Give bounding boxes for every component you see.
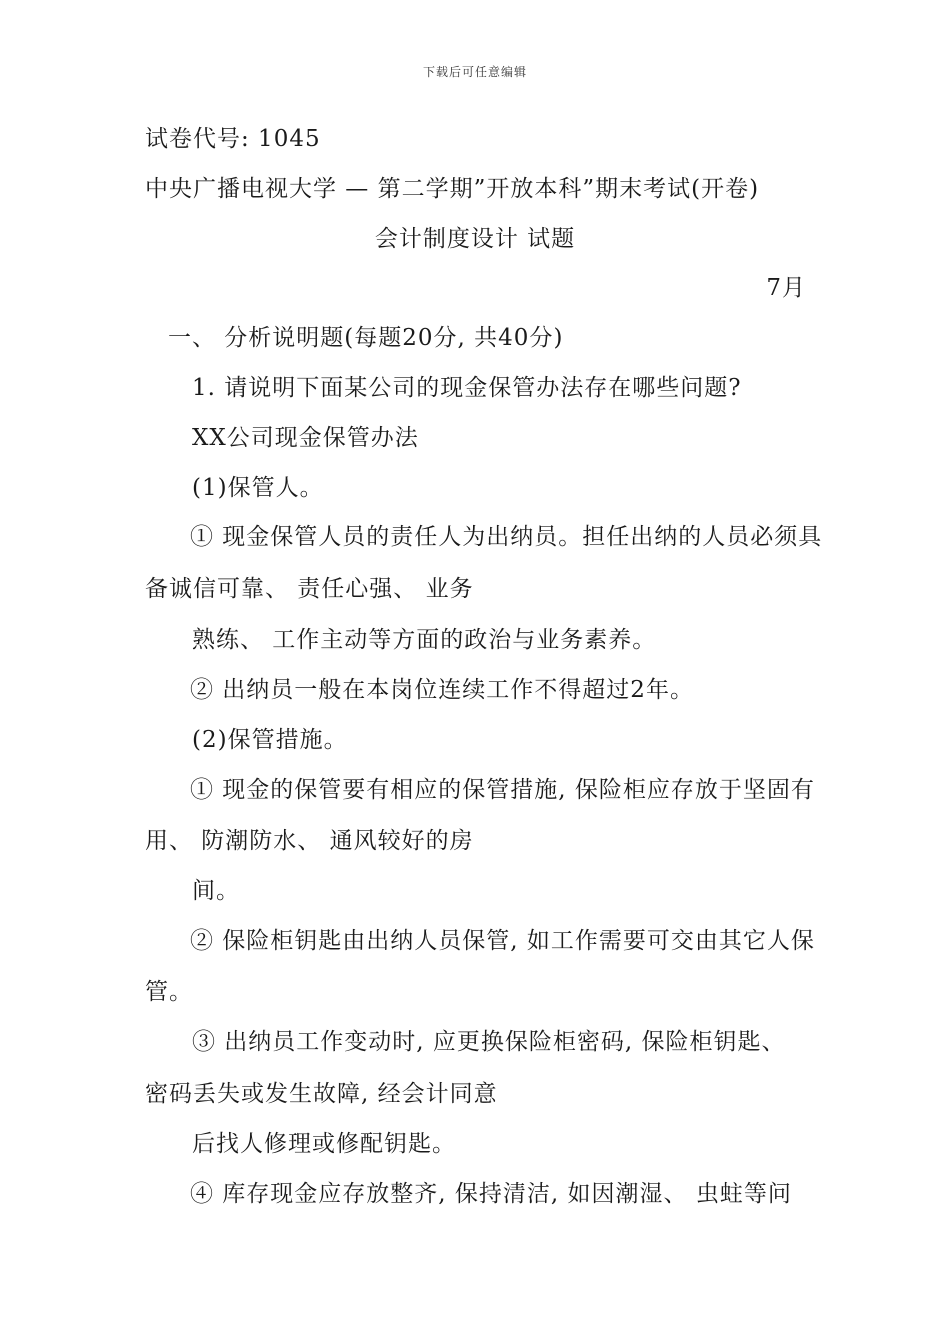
paragraph-1-1-line-3: 熟练、 工作主动等方面的政治与业务素养。: [192, 627, 657, 653]
paragraph-2-1-line-2: 用、 防潮防水、 通风较好的房: [145, 828, 474, 854]
document-title: XX公司现金保管办法: [192, 425, 419, 451]
paragraph-2-2-line-2: 管。: [145, 979, 193, 1005]
question-1: 1. 请说明下面某公司的现金保管办法存在哪些问题?: [192, 375, 742, 401]
paragraph-2-3-line-1: ③ 出纳员工作变动时, 应更换保险柜密码, 保险柜钥匙、: [192, 1029, 786, 1055]
header-note: 下载后可任意编辑: [422, 65, 527, 79]
paragraph-1-1-line-1: ① 现金保管人员的责任人为出纳员。担任出纳的人员必须具: [190, 524, 823, 550]
part-1-heading: (1)保管人。: [192, 475, 324, 501]
part-2-heading: (2)保管措施。: [192, 727, 348, 753]
paragraph-2-1-line-1: ① 现金的保管要有相应的保管措施, 保险柜应存放于坚固有: [190, 777, 815, 803]
section-heading: 一、 分析说明题(每题20分, 共40分): [168, 325, 564, 351]
exam-code: 试卷代号: 1045: [145, 126, 321, 152]
paragraph-1-2: ② 出纳员一般在本岗位连续工作不得超过2年。: [190, 677, 694, 703]
paragraph-2-3-line-2: 密码丢失或发生故障, 经会计同意: [145, 1081, 498, 1107]
paragraph-2-3-line-3: 后找人修理或修配钥匙。: [192, 1131, 456, 1157]
paragraph-2-1-line-3: 间。: [192, 878, 240, 904]
paragraph-1-1-line-2: 备诚信可靠、 责任心强、 业务: [145, 576, 474, 602]
exam-date: 7月: [766, 275, 806, 301]
paragraph-2-2-line-1: ② 保险柜钥匙由出纳人员保管, 如工作需要可交由其它人保: [190, 928, 815, 954]
exam-institution: 中央广播电视大学 — 第二学期”开放本科”期末考试(开卷): [145, 176, 760, 202]
paragraph-2-4-line-1: ④ 库存现金应存放整齐, 保持清洁, 如因潮湿、 虫蛀等问: [190, 1181, 792, 1207]
exam-title: 会计制度设计 试题: [374, 226, 576, 252]
